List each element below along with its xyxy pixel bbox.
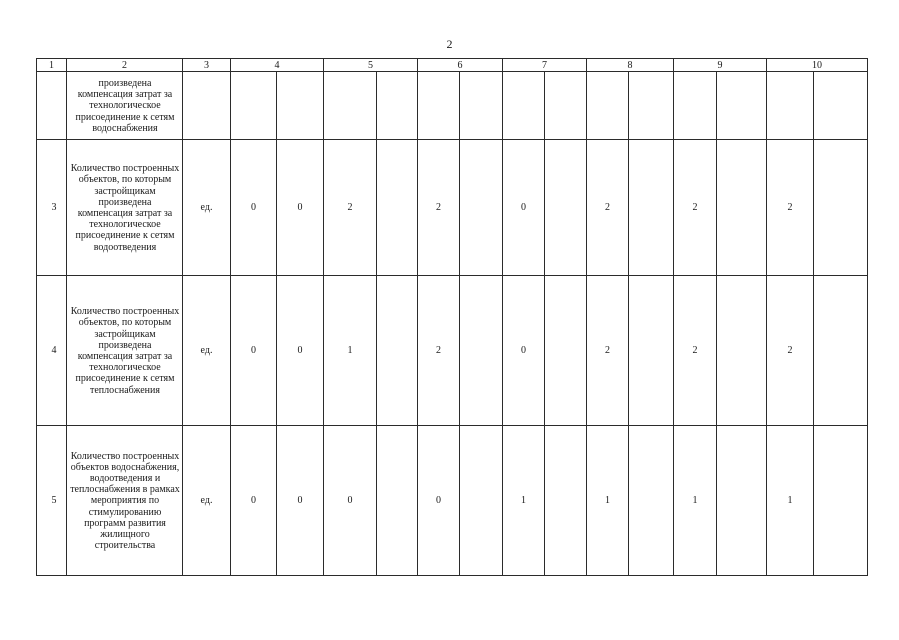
row-number: 3 <box>37 140 67 276</box>
table-row <box>37 72 868 140</box>
value-cell <box>814 426 868 576</box>
indicators-table <box>36 58 868 576</box>
value-cell <box>545 140 587 276</box>
value-cell: 1 <box>674 426 717 576</box>
value-cell <box>814 140 868 276</box>
header-cell: 2 <box>67 59 183 72</box>
value-cell <box>545 72 587 140</box>
value-cell <box>277 72 324 140</box>
value-cell <box>717 140 767 276</box>
row-number: 5 <box>37 426 67 576</box>
value-cell: 0 <box>231 426 277 576</box>
header-cell: 6 <box>418 59 503 72</box>
value-cell: 0 <box>277 276 324 426</box>
header-cell: 8 <box>587 59 674 72</box>
header-cell: 1 <box>37 59 67 72</box>
table-row <box>37 140 868 276</box>
value-cell <box>717 276 767 426</box>
row-unit <box>183 72 231 140</box>
header-cell: 9 <box>674 59 767 72</box>
row-description: Количество построенных объектов, по которым застройщикам произведена компенсация затрат за технологическое присоединение к сетям теплоснабжения <box>67 276 183 426</box>
table-row <box>37 276 868 426</box>
value-cell: 0 <box>418 426 460 576</box>
value-cell: 2 <box>767 276 814 426</box>
value-cell: 2 <box>418 276 460 426</box>
value-cell <box>814 72 868 140</box>
column-number-header <box>37 59 868 72</box>
row-number <box>37 72 67 140</box>
value-cell: 1 <box>324 276 377 426</box>
page-number: 2 <box>446 37 453 51</box>
value-cell <box>377 426 418 576</box>
header-cell: 4 <box>231 59 324 72</box>
value-cell: 2 <box>674 276 717 426</box>
value-cell <box>814 276 868 426</box>
value-cell <box>231 72 277 140</box>
value-cell <box>629 72 674 140</box>
value-cell <box>717 426 767 576</box>
row-description: Количество построенных объектов водоснабжения, водоотведения и теплоснабжения в рамках мероприятия по стимулированию программ развития жилищного строительства <box>67 426 183 576</box>
value-cell: 0 <box>277 426 324 576</box>
value-cell: 1 <box>587 426 629 576</box>
value-cell <box>629 426 674 576</box>
value-cell: 0 <box>503 140 545 276</box>
value-cell <box>629 140 674 276</box>
value-cell: 0 <box>277 140 324 276</box>
value-cell <box>377 276 418 426</box>
value-cell: 0 <box>324 426 377 576</box>
value-cell: 1 <box>503 426 545 576</box>
value-cell <box>324 72 377 140</box>
value-cell: 2 <box>324 140 377 276</box>
row-unit: ед. <box>183 426 231 576</box>
header-cell: 7 <box>503 59 587 72</box>
value-cell <box>377 140 418 276</box>
value-cell <box>503 72 545 140</box>
value-cell <box>460 426 503 576</box>
value-cell: 0 <box>503 276 545 426</box>
value-cell: 1 <box>767 426 814 576</box>
value-cell <box>767 72 814 140</box>
value-cell <box>460 72 503 140</box>
header-cell: 5 <box>324 59 418 72</box>
row-unit: ед. <box>183 140 231 276</box>
value-cell: 2 <box>587 276 629 426</box>
value-cell <box>460 276 503 426</box>
value-cell <box>587 72 629 140</box>
header-cell: 10 <box>767 59 868 72</box>
value-cell <box>674 72 717 140</box>
value-cell: 0 <box>231 276 277 426</box>
row-number: 4 <box>37 276 67 426</box>
value-cell <box>418 72 460 140</box>
value-cell <box>545 426 587 576</box>
value-cell <box>545 276 587 426</box>
value-cell: 2 <box>418 140 460 276</box>
value-cell: 2 <box>587 140 629 276</box>
row-unit: ед. <box>183 276 231 426</box>
row-description: Количество построенных объектов, по которым застройщикам произведена компенсация затрат за технологическое присоединение к сетям водоотведения <box>67 140 183 276</box>
value-cell <box>717 72 767 140</box>
row-description: произведена компенсация затрат за технологическое присоединение к сетям водоснабжения <box>67 72 183 140</box>
value-cell <box>377 72 418 140</box>
table-row <box>37 426 868 576</box>
header-cell: 3 <box>183 59 231 72</box>
value-cell <box>460 140 503 276</box>
value-cell <box>629 276 674 426</box>
value-cell: 2 <box>674 140 717 276</box>
value-cell: 0 <box>231 140 277 276</box>
value-cell: 2 <box>767 140 814 276</box>
